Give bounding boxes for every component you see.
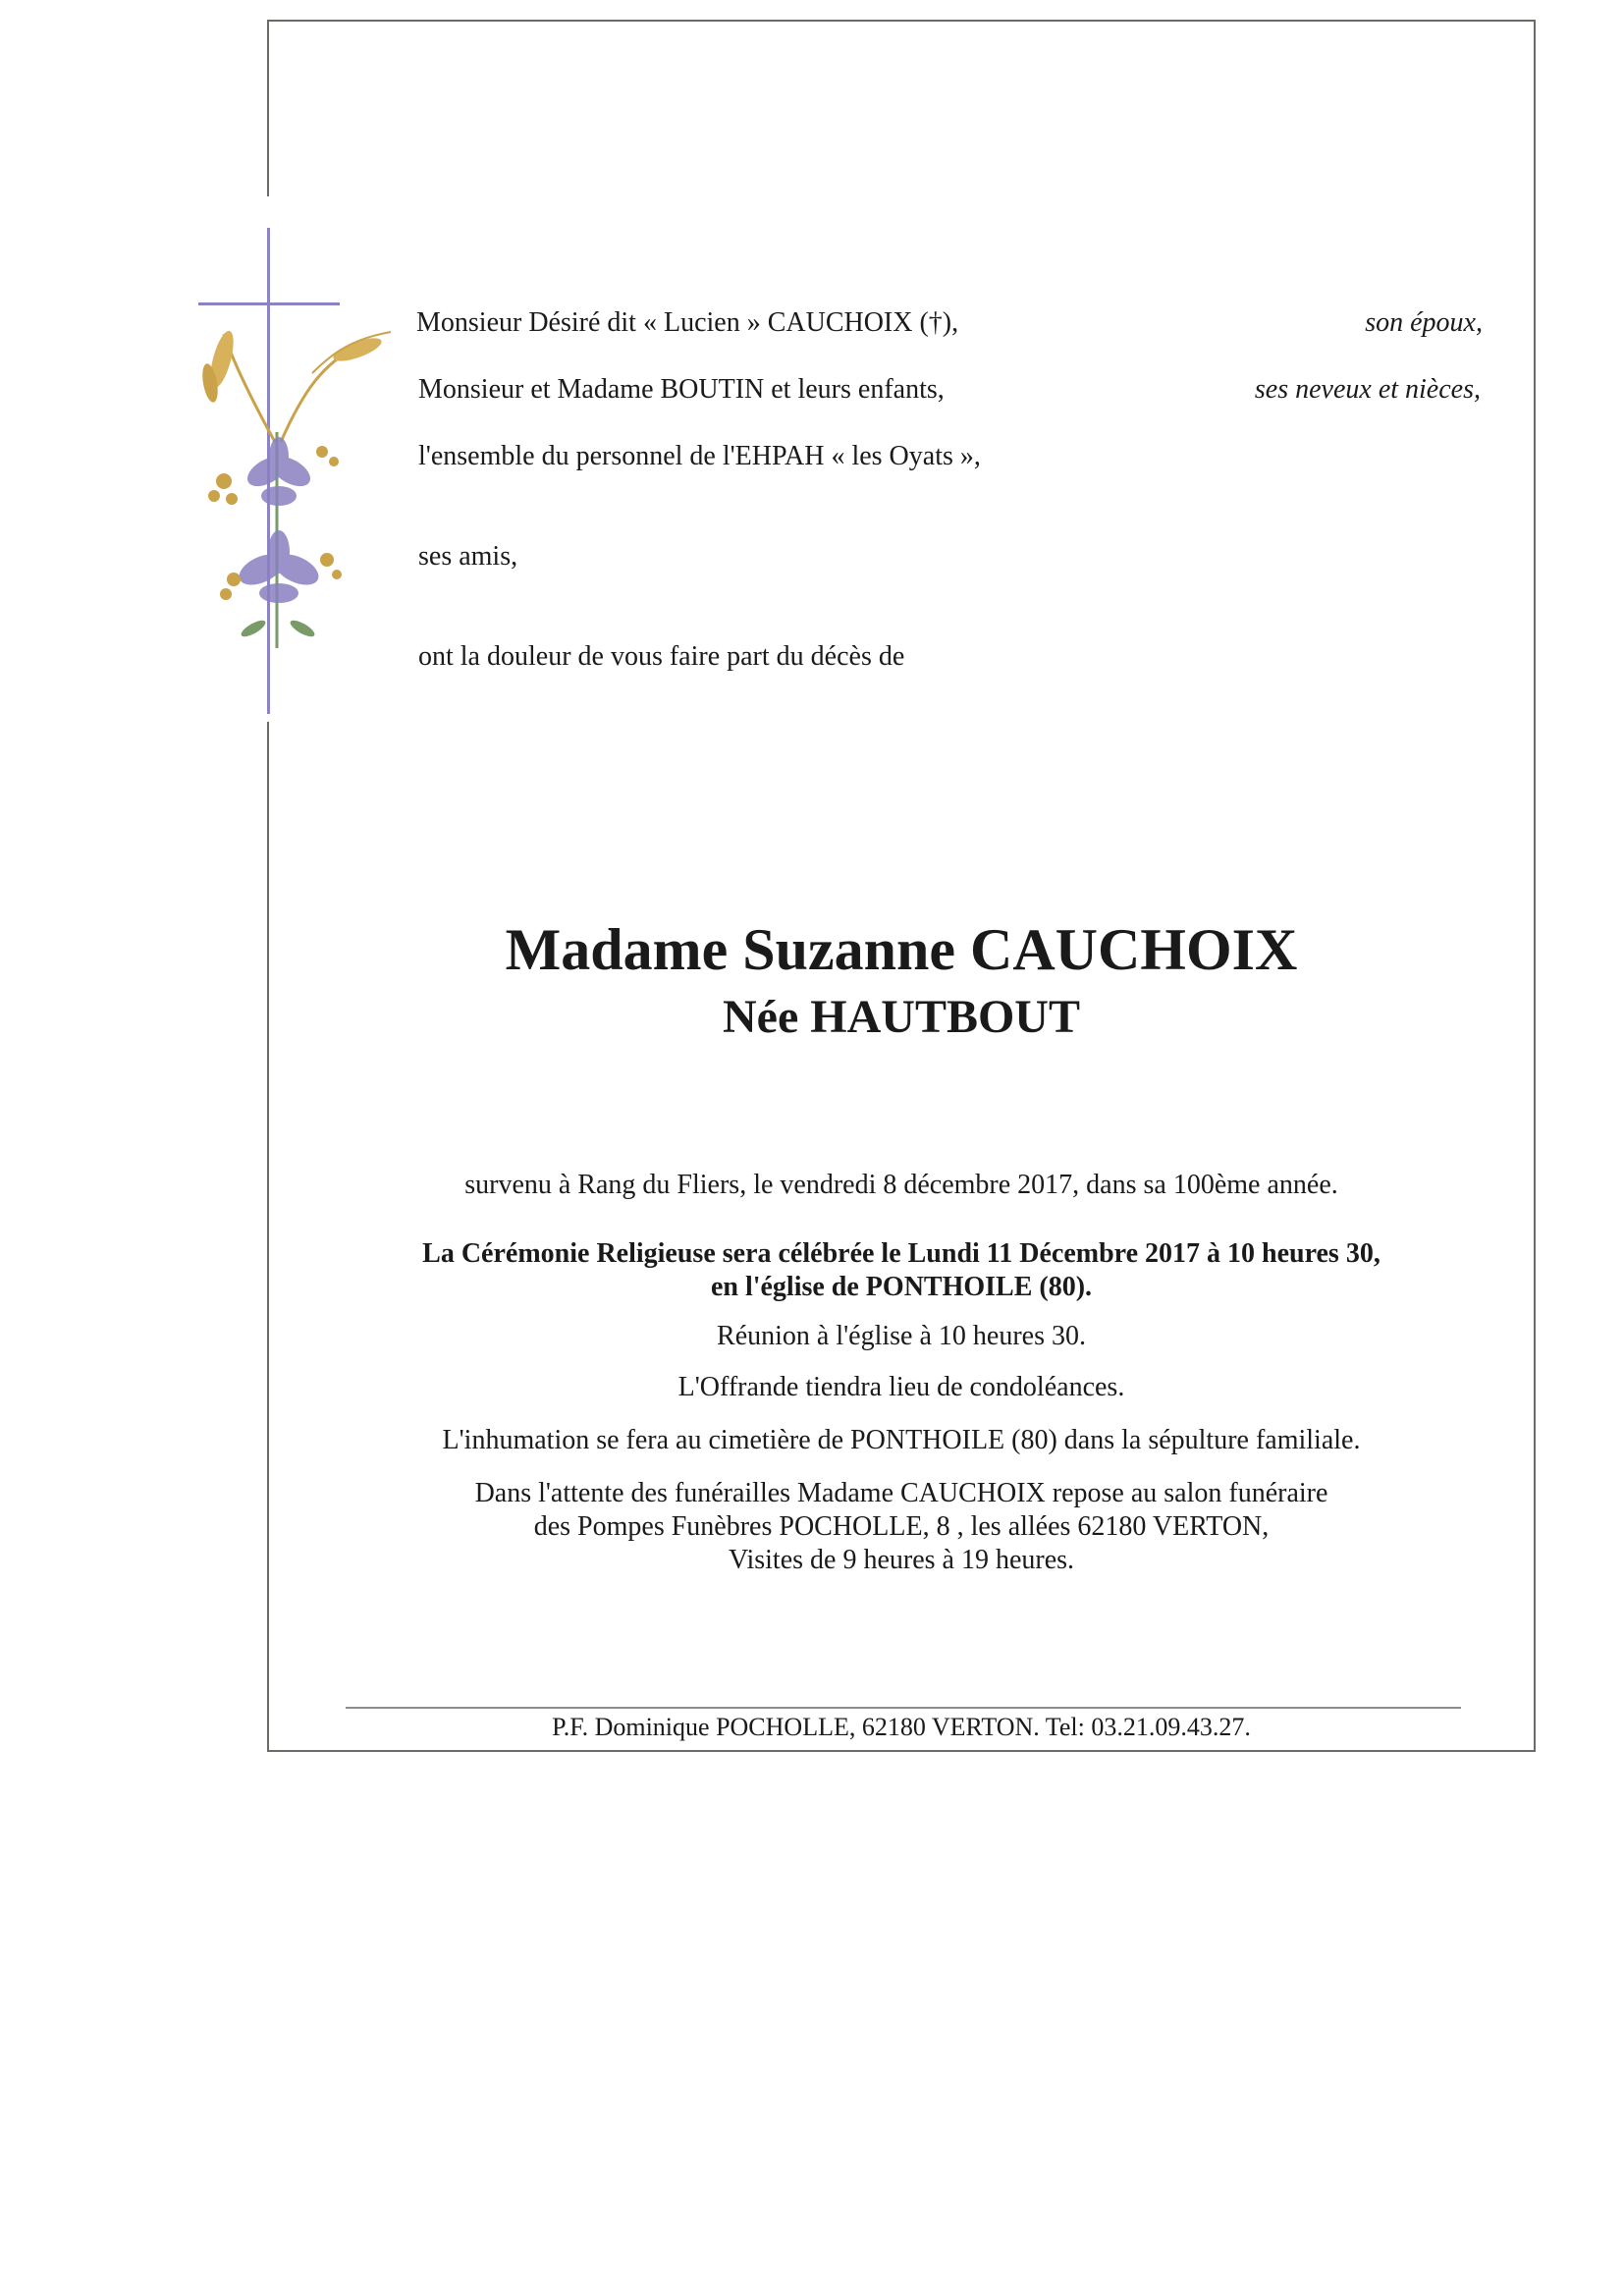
meeting-details: Réunion à l'église à 10 heures 30. bbox=[717, 1321, 1086, 1351]
deceased-maiden-name: Née HAUTBOUT bbox=[723, 991, 1080, 1043]
rest-line-3: Visites de 9 heures à 19 heures. bbox=[728, 1545, 1075, 1575]
family-line-2: Monsieur et Madame BOUTIN et leurs enfants, bbox=[418, 374, 945, 405]
floral-decoration-icon bbox=[165, 324, 401, 678]
ceremony-line-2: en l'église de PONTHOILE (80). bbox=[710, 1272, 1093, 1302]
deceased-name: Madame Suzanne CAUCHOIX bbox=[505, 917, 1298, 982]
ceremony-line-1: La Cérémonie Religieuse sera célébrée le Lundi 11 Décembre 2017 à 10 heures 30, bbox=[422, 1238, 1380, 1269]
family-line-1: Monsieur Désiré dit « Lucien » CAUCHOIX (†), bbox=[416, 307, 959, 338]
family-line-3: l'ensemble du personnel de l'EHPAH « les Oyats », bbox=[418, 441, 981, 471]
announcement-text: ont la douleur de vous faire part du décès de bbox=[418, 641, 905, 672]
funeral-home-footer: P.F. Dominique POCHOLLE, 62180 VERTON. Tel: 03.21.09.43.27. bbox=[552, 1713, 1251, 1741]
family-relation-2: ses neveux et nièces, bbox=[1254, 374, 1481, 405]
offering-details: L'Offrande tiendra lieu de condoléances. bbox=[677, 1372, 1125, 1402]
rest-line-1: Dans l'attente des funérailles Madame CAUCHOIX repose au salon funéraire bbox=[474, 1478, 1328, 1508]
cross-horizontal-bar bbox=[198, 302, 340, 305]
rest-line-2: des Pompes Funèbres POCHOLLE, 8 , les allées 62180 VERTON, bbox=[533, 1511, 1270, 1542]
family-relation-1: son époux, bbox=[1365, 307, 1483, 338]
footer-divider bbox=[346, 1707, 1461, 1709]
burial-details: L'inhumation se fera au cimetière de PONTHOILE (80) dans la sépulture familiale. bbox=[442, 1425, 1361, 1455]
family-line-4: ses amis, bbox=[418, 541, 518, 572]
death-details: survenu à Rang du Fliers, le vendredi 8 décembre 2017, dans sa 100ème année. bbox=[464, 1170, 1338, 1200]
